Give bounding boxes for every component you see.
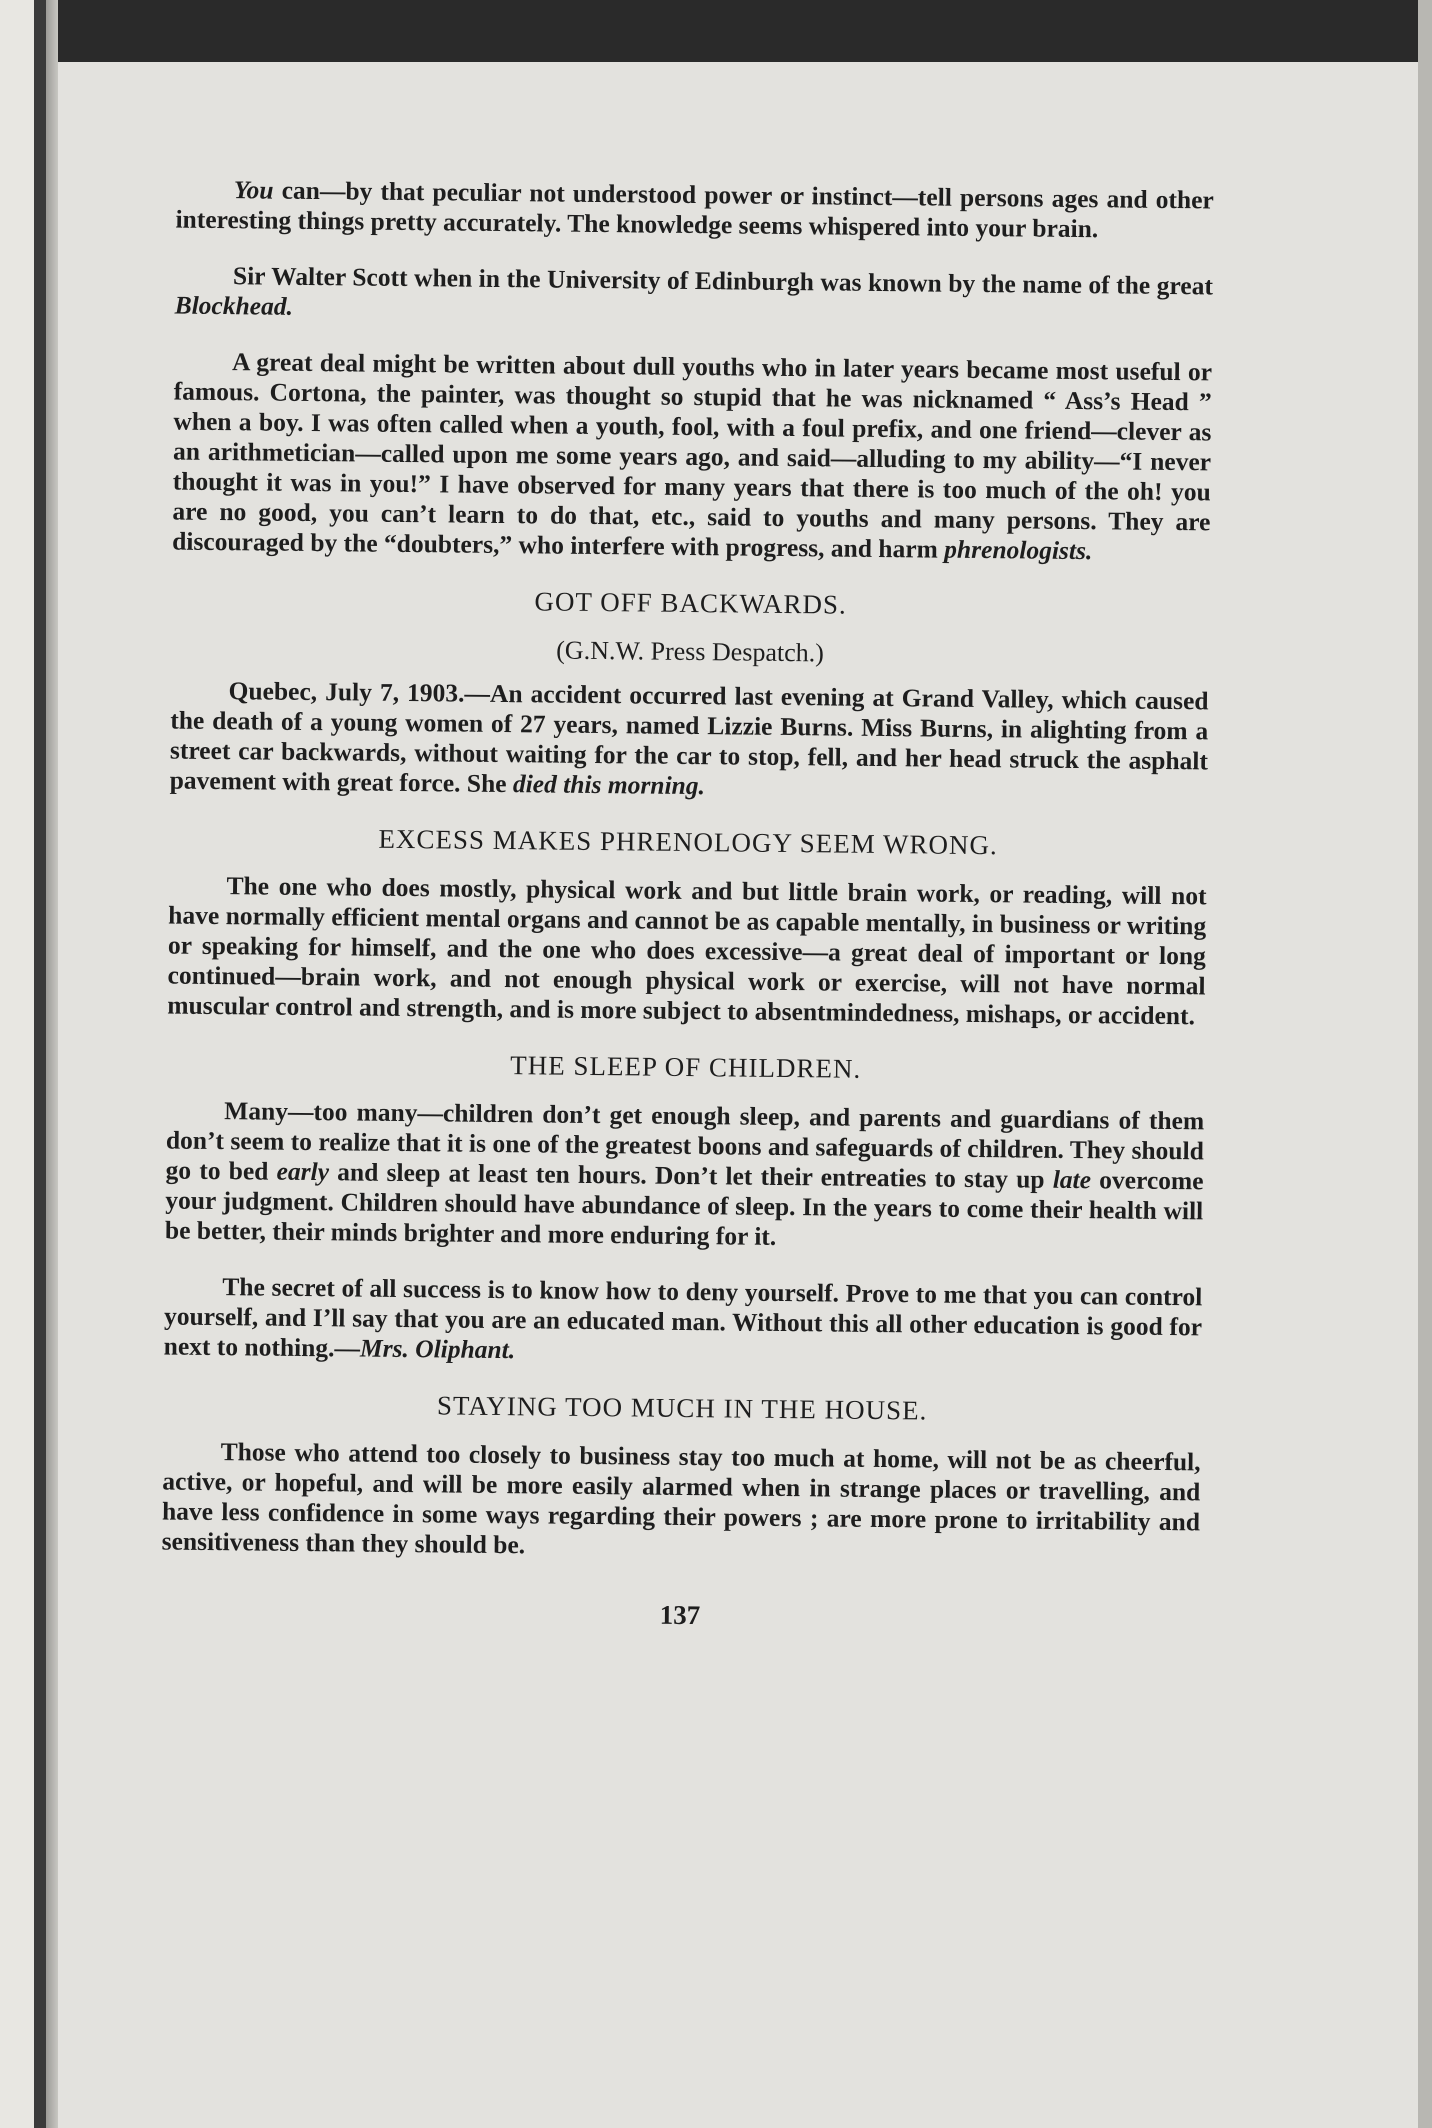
paragraph-text: Many—too many—children don’t get enough sleep, and parents and guardians of them don’t seem to realize that it is one of the greatest boons and safeguards of children. They should go to bed (165, 1096, 1205, 1186)
scan-right-edge (1418, 0, 1432, 2128)
paragraph-text: can—by that peculiar not understood power or instinct—tell persons ages and other interesting things pretty accurately. The knowledge seems whispered into your brain. (175, 175, 1214, 244)
scan-top-edge (0, 0, 1432, 62)
quote-author: Mrs. Oliphant. (359, 1333, 516, 1365)
quote-text: The secret of all success is to know how to deny yourself. Prove to me that you can control yourself, and I’ll say that you are an educated man. Without this all other education is good for next to nothing.— (163, 1272, 1203, 1363)
emphasis-text: phrenologists. (944, 534, 1093, 566)
emphasis-text: late (1052, 1164, 1092, 1195)
paragraph-walter-scott (174, 261, 1213, 332)
emphasis-text: Blockhead. (174, 290, 294, 321)
page-number: 137 (659, 1599, 701, 1631)
press-despatch-subheading: (G.N.W. Press Despatch.) (556, 635, 825, 668)
section-heading-staying-in-house: STAYING TOO MUCH IN THE HOUSE. (436, 1390, 928, 1426)
paragraph-dull-youths (172, 347, 1212, 568)
section-heading-got-off-backwards: GOT OFF BACKWARDS. (534, 586, 847, 620)
emphasis-text: died this morning. (512, 769, 706, 801)
paragraph-staying-home: Those who attend too closely to business stay too much at home, will not be as cheerful, active, or hopeful, and will be more easily alarmed when in strange places or travelling, and have less confidence in some ways regarding their powers ; are more prone to irritability and sensitiveness than they should be. (161, 1437, 1201, 1560)
book-binding-edge (0, 0, 58, 2128)
paragraph-text: Quebec, July 7, 1903.—An accident occurred last evening at Grand Valley, which caused the death of a young women of 27 years, named Lizzie Burns. Miss Burns, in alighting from a street car backwards, without waiting for the car to stop, fell, and her head struck the asphalt pavement with great force. She (169, 676, 1209, 799)
paragraph-sleep (165, 1096, 1205, 1257)
paragraph-oliphant-quote (164, 1272, 1203, 1373)
paragraph-instinct (175, 175, 1214, 246)
paragraph-excess: The one who does mostly, physical work and but little brain work, or reading, will not have normally efficient mental organs and cannot be as capable mentally, in business or writing or speaking for himself, and the one who does excessive—a great deal of important or long continued—brain work, and not enough physical work or exercise, will not have normal muscular control and strength, and is more subject to absentmindedness, mishaps, or accident. (167, 871, 1207, 1031)
paragraph-text: Sir Walter Scott when in the University of Edinburgh was known by the name of the great (232, 261, 1214, 301)
paragraph-quebec-accident (170, 676, 1209, 807)
section-heading-sleep-of-children: THE SLEEP OF CHILDREN. (510, 1050, 862, 1084)
paragraph-text: overcome your judgment. Children should have abundance of sleep. In the years to come their health will be better, their minds brighter and more enduring for it. (164, 1165, 1204, 1251)
section-heading-excess-phrenology: EXCESS MAKES PHRENOLOGY SEEM WRONG. (378, 823, 998, 861)
paragraph-text: A great deal might be written about dull youths who in later years became most useful or famous. Cortona, the painter, was thought so stupid that he was nicknamed “ Ass’s Head ” when a boy. I was often called when a youth, fool, with a foul prefix, and one friend—clever as an arithmetician—called upon me some years ago, and said—alluding to my ability—“I never thought it was in you!” I have observed for many years that there is too much of the oh! you are no good, you can’t learn to do that, etc., said to youths and many persons. They are discouraged by the “doubters,” who interfere with progress, and harm (172, 347, 1213, 564)
paragraph-text: and sleep at least ten hours. Don’t let their entreaties to stay up (328, 1157, 1053, 1194)
paragraph-lead-word: You (233, 175, 274, 205)
page-text (161, 175, 1214, 1637)
emphasis-text: early (276, 1156, 330, 1187)
